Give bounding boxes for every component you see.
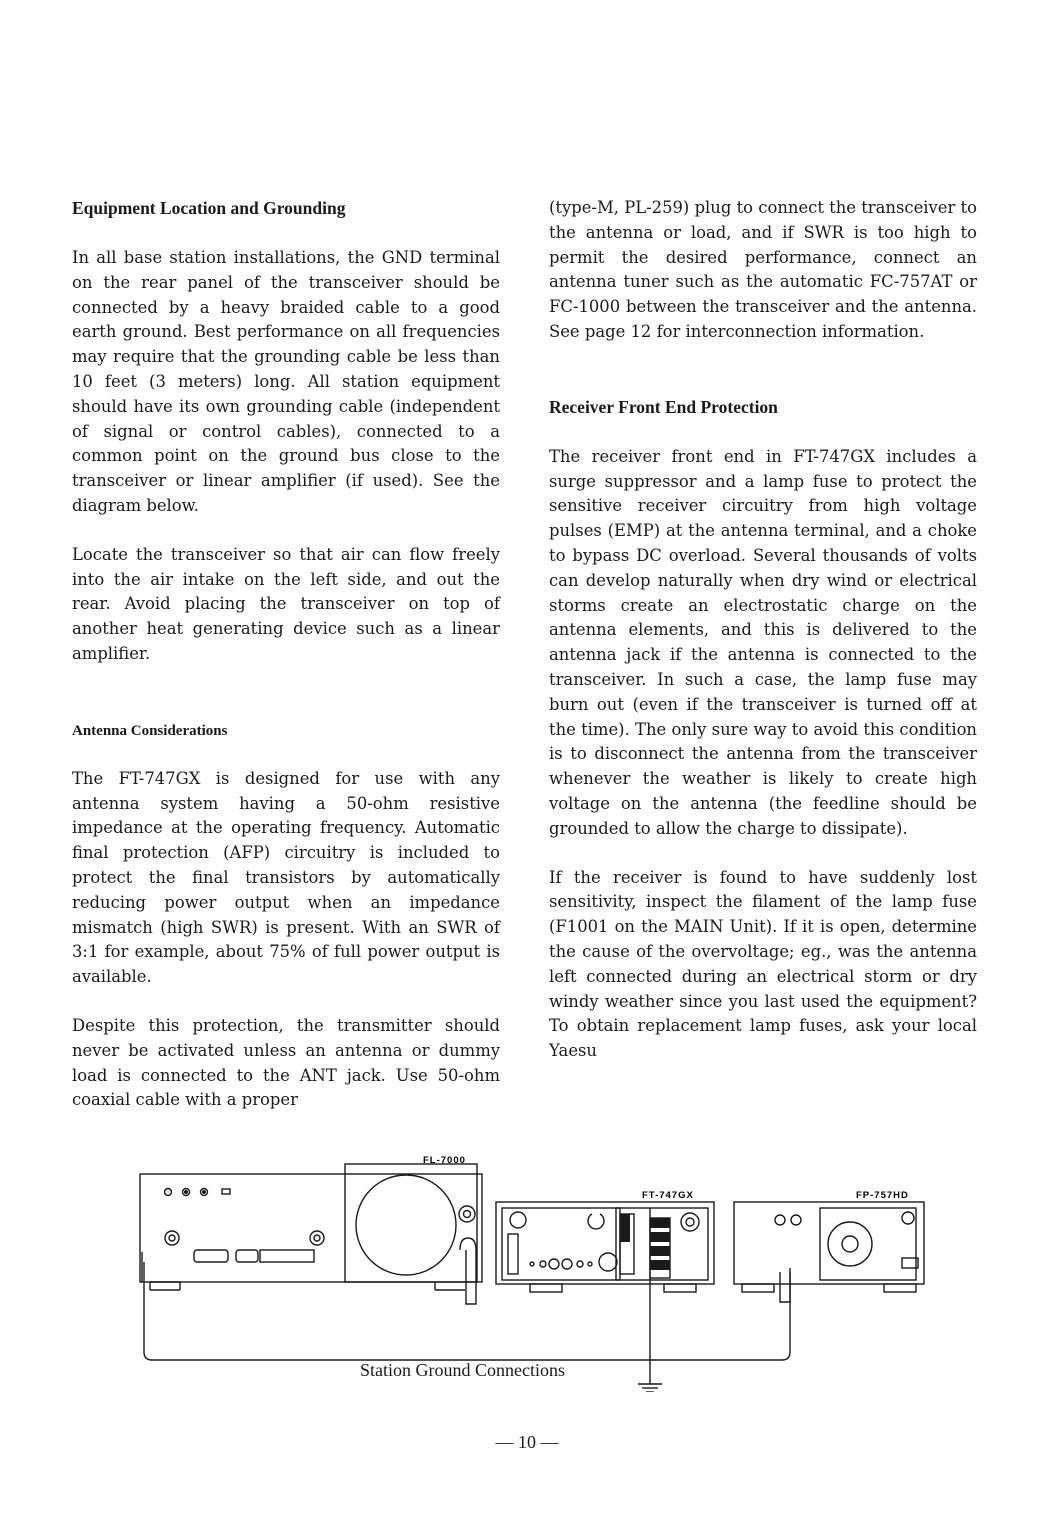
heading-antenna-considerations: Antenna Considerations xyxy=(72,722,228,739)
right-column xyxy=(549,196,977,1064)
label-ft747gx: FT-747GX xyxy=(642,1190,694,1201)
left-column xyxy=(72,196,500,1113)
amplifier-unit xyxy=(140,1164,482,1304)
ground-bus-wire xyxy=(144,1262,790,1360)
heading-receiver-protection: Receiver Front End Protection xyxy=(549,396,778,417)
page-number: — 10 — xyxy=(495,1432,559,1452)
paragraph-plug: (type-M, PL-259) plug to connect the transceiver to the antenna or load, and if SWR is too high to permit the desired performance, connect an antenna tuner such as the automatic FC-757AT or FC-1000 between the transceiver and the antenna. See page 12 for interconnection information. xyxy=(549,198,977,341)
ground-connection-diagram xyxy=(130,1152,930,1392)
paragraph-location: Locate the transceiver so that air can flow freely into the air intake on the left side, and out the rear. Avoid placing the transceiver on top of another heat generating device such as a linear amplifier. xyxy=(72,544,500,663)
power-supply-unit xyxy=(734,1202,924,1302)
paragraph-sensitivity: If the receiver is found to have suddenly lost sensitivity, inspect the filament of the lamp fuse (F1001 on the MAIN Unit). If it is open, determine the cause of the overvoltage; eg., was the antenna left connected during an electrical storm or dry windy weather since you last used the equipment? To obtain replacement lamp fuses, ask your local Yaesu xyxy=(549,867,977,1061)
label-fl7000: FL-7000 xyxy=(423,1155,466,1166)
diagram-svg xyxy=(130,1152,930,1392)
heading-equipment-location: Equipment Location and Grounding xyxy=(72,198,346,218)
paragraph-grounding: In all base station installations, the GND terminal on the rear panel of the transceiver should be connected by a heavy braided cable to a good earth ground. Best performance on all frequencies may require that the grounding cable be less than 10 feet (3 meters) long. All station equipment should have its own grounding cable (independent of signal or control cables), connected to a common point on the ground bus close to the transceiver or linear amplifier (if used). See the diagram below. xyxy=(72,248,500,515)
figure-caption: Station Ground Connections xyxy=(360,1360,565,1380)
paragraph-protection: Despite this protection, the transmitter should never be activated unless an antenna or dummy load is connected to the ANT jack. Use 50-ohm coaxial cable with a proper xyxy=(72,1015,500,1110)
label-fp757hd: FP-757HD xyxy=(856,1190,909,1201)
paragraph-antenna: The FT-747GX is designed for use with any antenna system having a 50-ohm resistive impedance at the operating frequency. Automatic final protection (AFP) circuitry is included to protect the final transistors by automatically reducing power output when an impedance mismatch (high SWR) is present. With an SWR of 3:1 for example, about 75% of full power output is available. xyxy=(72,768,500,987)
paragraph-front-end: The receiver front end in FT-747GX includes a surge suppressor and a lamp fuse to protect the sensitive receiver circuitry from high voltage pulses (EMP) at the antenna terminal, and a choke to bypass DC overload. Several thousands of volts can develop naturally when dry wind or electrical storms create an electrostatic charge on the antenna elements, and this is delivered to the antenna jack if the antenna is connected to the transceiver. In such a case, the lamp fuse may burn out (even if the transceiver is turned off at the time). The only sure way to avoid this condition is to disconnect the antenna from the transceiver whenever the weather is likely to create high voltage on the antenna (the feedline should be grounded to allow the charge to dissipate). xyxy=(549,446,977,838)
transceiver-unit xyxy=(496,1202,714,1292)
